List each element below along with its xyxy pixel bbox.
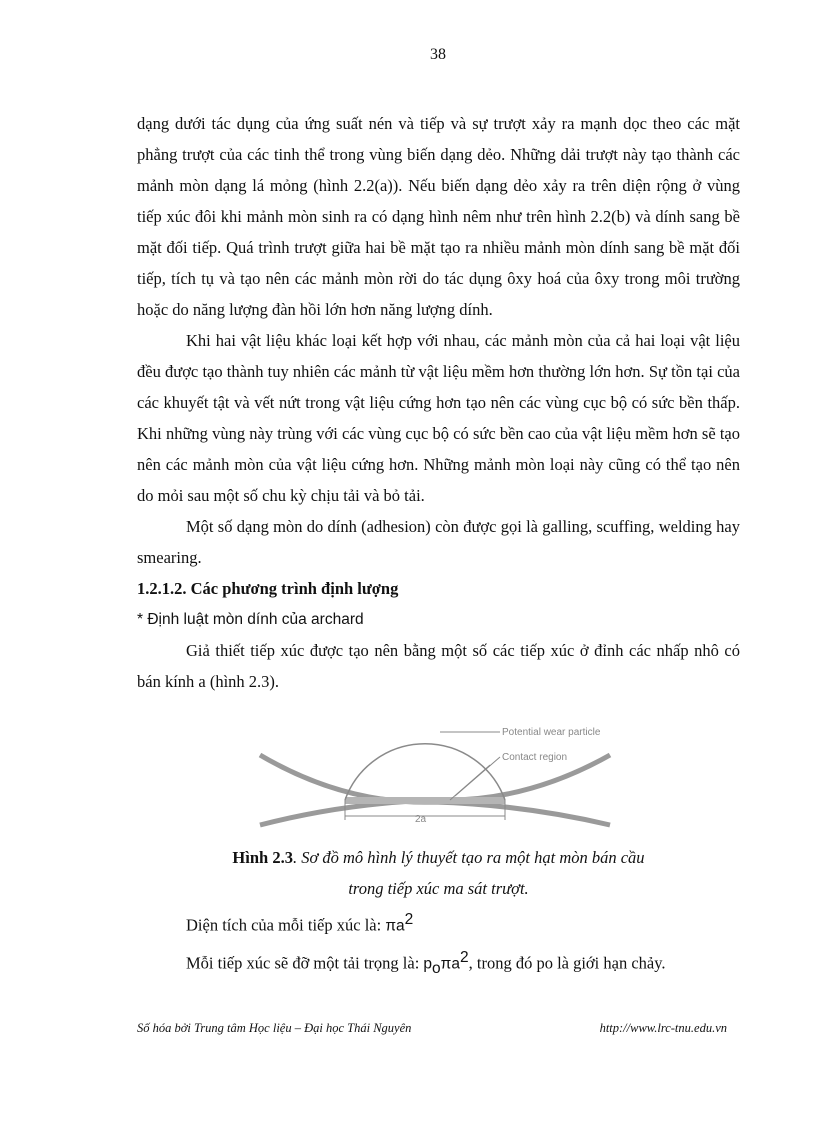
area-formula: πa <box>385 917 405 935</box>
contact-band <box>345 797 505 804</box>
page-number: 38 <box>430 46 446 63</box>
wear-particle-figure <box>255 700 615 830</box>
contact-leader <box>455 757 500 796</box>
area-line: Diện tích của mỗi tiếp xúc là: $\pi a^2$ <box>186 911 414 935</box>
caption-label: Hình 2.3 <box>232 848 293 867</box>
width-label: 2a <box>415 814 427 825</box>
footer <box>137 1021 727 1036</box>
hemisphere <box>345 744 505 800</box>
footer-left: Số hóa bởi Trung tâm Học liệu – Đại học Thái Nguyên <box>137 1021 412 1035</box>
paragraph-4: Giả thiết tiếp xúc được tạo nên bằng một số các tiếp xúc ở đỉnh các nhấp nhô có bán kính a (hình 2.3). <box>137 641 740 691</box>
figure-caption <box>137 842 740 904</box>
footer-url[interactable]: http://www.lrc-tnu.edu.vn <box>599 1021 727 1035</box>
contact-label: Contact region <box>502 752 568 763</box>
paragraph-1: dạng dưới tác dụng của ứng suất nén và tiếp và sự trượt xảy ra mạnh dọc theo các mặt phẳng trượt của các tinh thể trong vùng biến dạng dẻo. Những dải trượt này tạo thành các mảnh mòn dạng lá mỏng (hình 2.2(a)). Nếu biến dạng dẻo xảy ra trên diện rộng ở vùng tiếp xúc đôi khi mảnh mòn sinh ra có dạng hình nêm như trên hình 2.2(b) và dính sang bề mặt đối tiếp. Quá trình trượt giữa hai bề mặt tạo ra nhiều mảnh mòn dính sang bề mặt đối tiếp, tích tụ và tạo nên các mảnh mòn rời do tác dụng ôxy hoá của ôxy trong môi trường hoặc do năng lượng đàn hồi lớn hơn năng lượng dính. <box>137 114 740 319</box>
caption-text-1: . Sơ đồ mô hình lý thuyết tạo ra một hạt mòn bán cầu <box>292 848 645 867</box>
particle-label: Potential wear particle <box>502 727 601 738</box>
caption-line-1 <box>137 842 740 873</box>
body-text <box>137 108 740 697</box>
paragraph-2: Khi hai vật liệu khác loại kết hợp với nhau, các mảnh mòn của cả hai loại vật liệu đều được tạo thành tuy nhiên các mảnh từ vật liệu mềm hơn thường lớn hơn. Sự tồn tại của các khuyết tật và vết nứt trong vật liệu cứng hơn tạo nên các vùng cục bộ có sức bền thấp. Khi những vùng này trùng với các vùng cục bộ có sức bền cao của vật liệu mềm hơn sẽ tạo nên các mảnh mòn của vật liệu cứng hơn. Những mảnh mòn loại này cũng có thể tạo nên do mỏi sau một số chu kỳ chịu tải và bỏ tải. <box>137 331 740 505</box>
section-heading: 1.2.1.2. Các phương trình định lượng <box>137 579 399 598</box>
load-line: Mỗi tiếp xúc sẽ đỡ một tải trọng là: $p_o\pi a^2$, trong đó po là giới hạn chảy. <box>186 948 666 977</box>
formula-text <box>137 904 740 983</box>
subheading: * Định luật mòn dính của archard <box>137 611 364 628</box>
paragraph-3: Một số dạng mòn do dính (adhesion) còn được gọi là galling, scuffing, welding hay smearing. <box>137 517 740 567</box>
caption-text-2: trong tiếp xúc ma sát trượt. <box>348 879 529 898</box>
